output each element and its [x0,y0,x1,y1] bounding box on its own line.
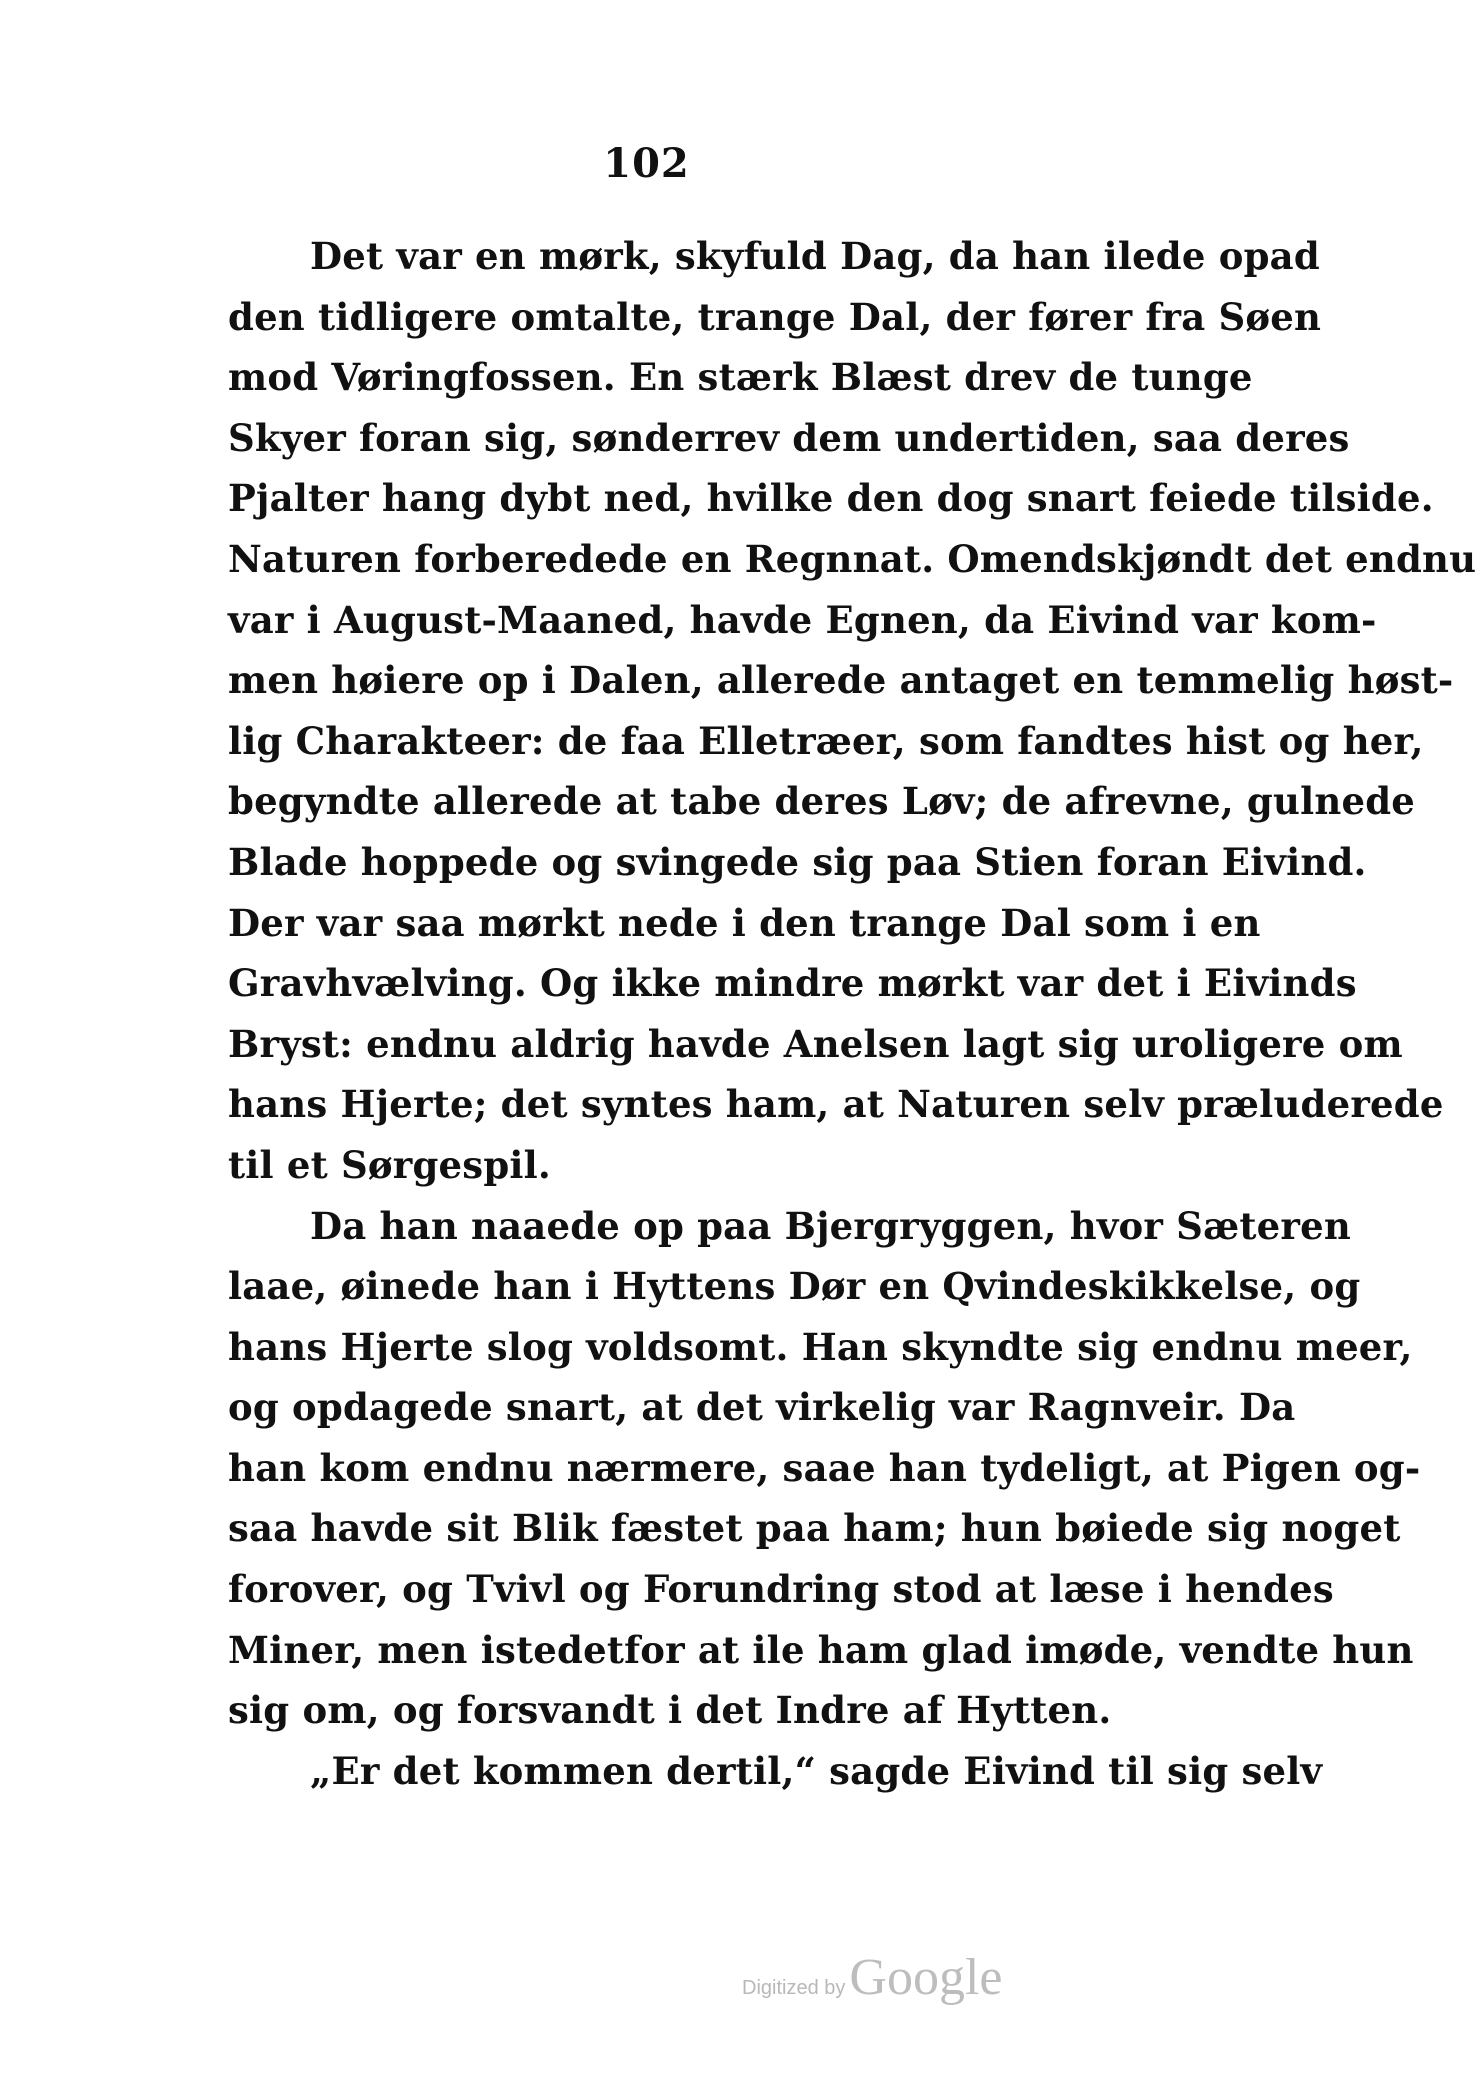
text-line: hans Hjerte slog voldsomt. Han skyndte sig endnu meer, [228,1324,1413,1369]
text-line: „Er det kommen dertil,“ sagde Eivind til sig selv [310,1748,1323,1793]
text-line: han kom endnu nærmere, saae han tydeligt, at Pigen og- [228,1445,1421,1490]
text-line: forover, og Tvivl og Forundring stod at læse i hendes [228,1567,1334,1612]
text-line: Der var saa mørkt nede i den trange Dal som i en [228,900,1261,945]
text-line: lig Charakteer: de faa Elletræer, som fandtes hist og her, [228,718,1424,763]
digitized-watermark [742,1948,1002,2007]
google-logo: Google [849,1949,1003,2006]
text-line: begyndte allerede at tabe deres Løv; de afrevne, gulnede [228,779,1416,824]
text-line: var i August-Maaned, havde Egnen, da Eivind var kom- [228,597,1377,642]
text-line: mod Vøringfossen. En stærk Blæst drev de tunge [228,355,1253,400]
text-line: laae, øinede han i Hyttens Dør en Qvindeskikkelse, og [228,1264,1361,1309]
digitized-label: Digitized by [742,1977,846,1999]
text-line: Pjalter hang dybt ned, hvilke den dog snart feiede tilside. [228,476,1434,521]
body-text [228,226,1476,1801]
text-line: Miner, men istedetfor at ile ham glad imøde, vendte hun [228,1627,1414,1672]
text-line: Gravhvælving. Og ikke mindre mørkt var det i Eivinds [228,961,1357,1006]
text-line: Blade hoppede og svingede sig paa Stien foran Eivind. [228,839,1367,884]
text-line: den tidligere omtalte, trange Dal, der fører fra Søen [228,294,1322,339]
text-line: Naturen forberedede en Regnnat. Omendskjøndt det endnu [228,536,1476,581]
page-number: 102 [603,140,690,187]
text-line: til et Sørgespil. [228,1142,551,1187]
text-line: hans Hjerte; det syntes ham, at Naturen selv præluderede [228,1082,1444,1127]
text-line: Da han naaede op paa Bjergryggen, hvor Sæteren [310,1203,1351,1248]
text-line: sig om, og forsvandt i det Indre af Hytten. [228,1688,1112,1733]
text-line: saa havde sit Blik fæstet paa ham; hun bøiede sig noget [228,1506,1401,1551]
text-line: Bryst: endnu aldrig havde Anelsen lagt sig uroligere om [228,1021,1403,1066]
text-line: Skyer foran sig, sønderrev dem undertiden, saa deres [228,415,1350,460]
text-line: men høiere op i Dalen, allerede antaget en temmelig høst- [228,658,1454,703]
text-line: Det var en mørk, skyfuld Dag, da han ilede opad [310,234,1320,278]
text-line: og opdagede snart, at det virkelig var Ragnveir. Da [228,1385,1296,1430]
